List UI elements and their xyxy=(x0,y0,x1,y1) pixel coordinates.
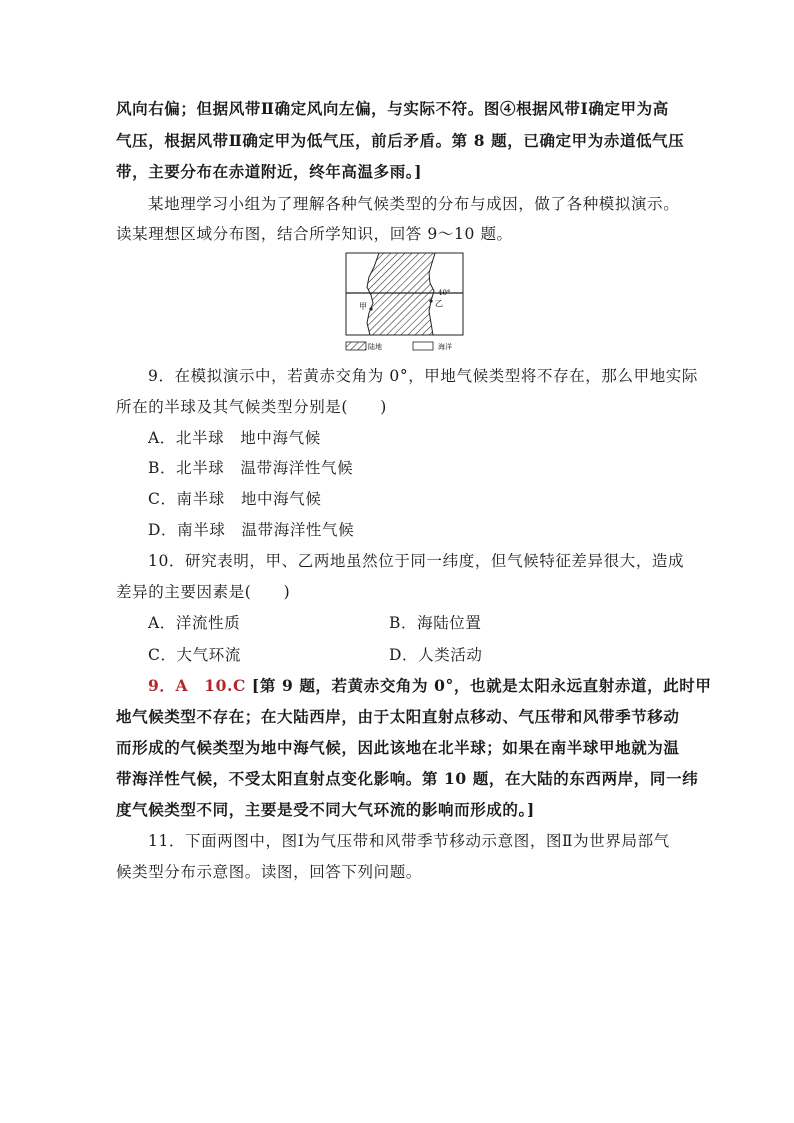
land-mass xyxy=(367,253,435,335)
q10-option-d: D．人类活动 xyxy=(389,646,483,664)
region-map-figure xyxy=(343,251,465,359)
intro-line-1: 某地理学习小组为了理解各种气候类型的分布与成因，做了各种模拟演示。 xyxy=(148,195,680,213)
q11-line-2: 候类型分布示意图。读图，回答下列问题。 xyxy=(116,863,422,881)
point-jia xyxy=(369,307,372,310)
answer-key: 9．A 10.C xyxy=(148,676,246,695)
answer-9-10-line-3: 而形成的气候类型为地中海气候，因此该地在北半球；如果在南半球甲地就为温 xyxy=(116,738,680,757)
legend-land-swatch xyxy=(346,342,366,350)
explanation-8-line-1: 风向右偏；但据风带Ⅱ确定风向左偏，与实际不符。图④根据风带Ⅰ确定甲为高 xyxy=(116,99,669,118)
answer-explanation-start: [第 9 题，若黄赤交角为 0°，也就是太阳永远直射赤道，此时甲 xyxy=(251,676,712,695)
intro-line-2: 读某理想区域分布图，结合所学知识，回答 9～10 题。 xyxy=(116,225,513,243)
q9-stem-line-2: 所在的半球及其气候类型分别是( ) xyxy=(116,398,387,416)
answer-9-10-line-5: 度气候类型不同，主要是受不同大气环流的影响而形成的。] xyxy=(116,800,535,819)
q10-stem-line-2: 差异的主要因素是( ) xyxy=(116,583,291,601)
label-jia: 甲 xyxy=(359,302,367,311)
legend-ocean-label: 海洋 xyxy=(438,343,452,351)
q10-option-c: C．大气环流 xyxy=(148,646,241,664)
region-map-svg xyxy=(343,251,465,359)
explanation-8-line-2: 气压，根据风带Ⅱ确定甲为低气压，前后矛盾。第 8 题，已确定甲为赤道低气压 xyxy=(116,131,685,150)
answer-9-10-line-2: 地气候类型不存在；在大陆西岸，由于太阳直射点移动、气压带和风带季节移动 xyxy=(116,707,680,726)
answer-9-10-line-1 xyxy=(148,674,711,696)
q9-stem-line-1: 9．在模拟演示中，若黄赤交角为 0°，甲地气候类型将不存在，那么甲地实际 xyxy=(148,367,699,385)
q9-option-b: B．北半球 温带海洋性气候 xyxy=(148,459,354,477)
q10-option-a: A．洋流性质 xyxy=(148,614,241,632)
label-yi: 乙 xyxy=(435,299,443,308)
latitude-label: 40° xyxy=(438,289,451,297)
q9-option-a: A．北半球 地中海气候 xyxy=(148,429,321,447)
q9-option-c: C．南半球 地中海气候 xyxy=(148,490,322,508)
explanation-8-line-3: 带，主要分布在赤道附近，终年高温多雨。] xyxy=(116,162,423,181)
legend-ocean-swatch xyxy=(413,342,433,350)
q9-option-d: D．南半球 温带海洋性气候 xyxy=(148,521,355,539)
point-yi xyxy=(429,299,432,302)
legend-land-label: 陆地 xyxy=(368,343,382,351)
answer-9-10-line-4: 带海洋性气候，不受太阳直射点变化影响。第 10 题，在大陆的东西两岸，同一纬 xyxy=(116,769,699,788)
q10-stem-line-1: 10．研究表明，甲、乙两地虽然位于同一纬度，但气候特征差异很大，造成 xyxy=(148,552,685,570)
q11-line-1: 11．下面两图中，图Ⅰ为气压带和风带季节移动示意图，图Ⅱ为世界局部气 xyxy=(148,832,670,850)
q10-option-b: B．海陆位置 xyxy=(389,614,482,632)
